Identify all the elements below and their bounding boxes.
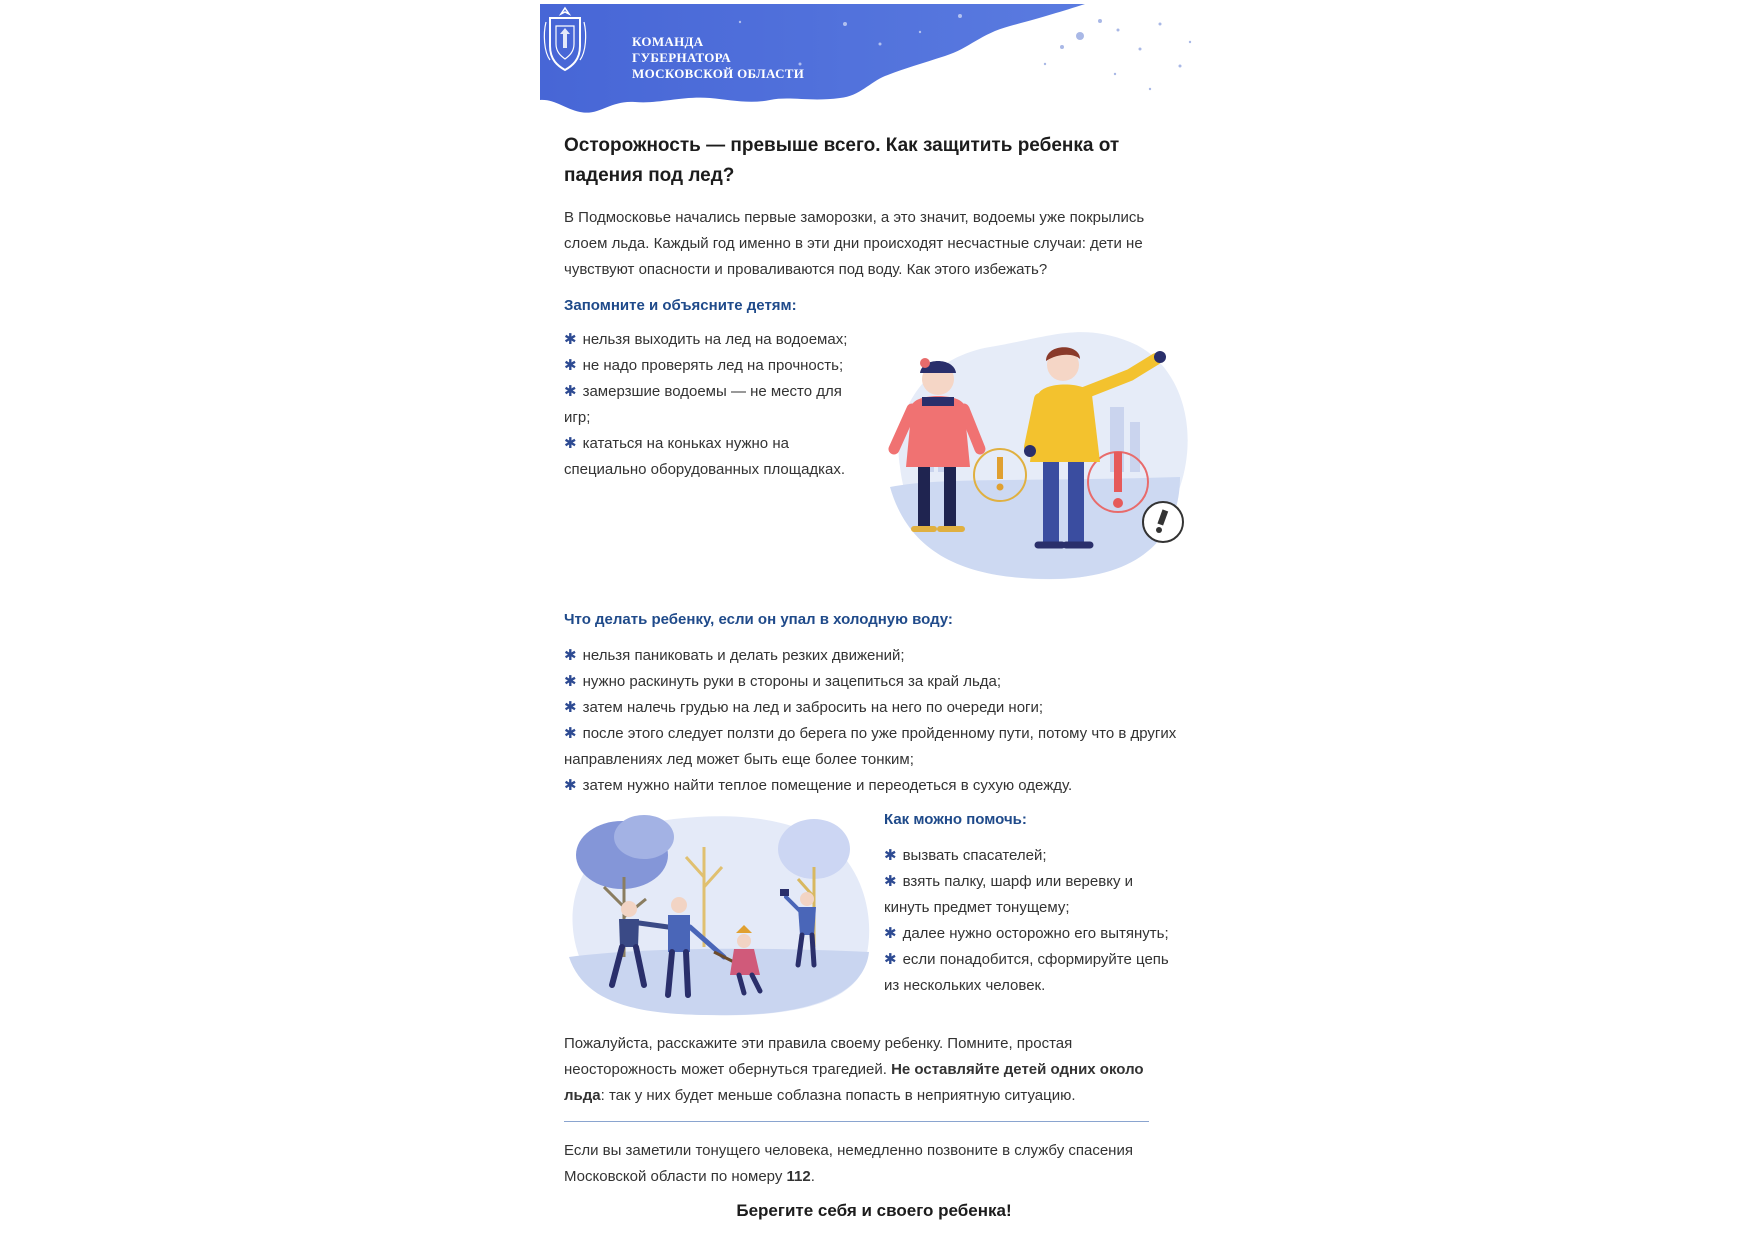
list-item xyxy=(564,669,1184,695)
list-item-text: далее нужно осторожно его вытянуть; xyxy=(902,925,1169,942)
newsletter-page xyxy=(540,4,1204,1234)
list-item xyxy=(884,869,1174,921)
closing-text-2: : так у них будет меньше соблазна попасть в неприятную ситуацию. xyxy=(600,1087,1076,1104)
skaters-warning-illustration xyxy=(880,317,1196,587)
list-item-text: нельзя выходить на лед на водоемах; xyxy=(582,331,848,348)
emergency-text: Если вы заметили тонущего человека, немедленно позвоните в службу спасения Московской области по номеру xyxy=(564,1142,1133,1185)
list-item xyxy=(564,695,1184,721)
bullet-icon: ✱ xyxy=(884,951,897,968)
fell-in-water-list xyxy=(564,643,1184,799)
list-item xyxy=(564,721,1184,773)
bullet-icon: ✱ xyxy=(564,435,577,452)
article-title: Осторожность — превыше всего. Как защитить ребенка от падения под лед? xyxy=(564,135,1120,186)
final-slogan: Берегите себя и своего ребенка! xyxy=(736,1201,1012,1220)
brand-line-3: МОСКОВСКОЙ ОБЛАСТИ xyxy=(632,66,805,81)
emergency-period: . xyxy=(810,1168,815,1185)
brand-line-1: КОМАНДА xyxy=(632,34,704,49)
intro-paragraph: В Подмосковье начались первые заморозки, а это значит, водоемы уже покрылись слоем льда. Каждый год именно в эти дни происходят несчастные случаи: дети не чувствуют опасности и проваливаются под воду. Как этого избежать? xyxy=(564,209,1145,278)
list-item-text: после этого следует ползти до берега по уже пройденному пути, потому что в других направлениях лед может быть еще более тонким; xyxy=(564,725,1177,768)
rescue-chain-illustration xyxy=(564,807,874,1019)
help-list xyxy=(884,807,1174,999)
bullet-icon: ✱ xyxy=(564,673,577,690)
list-item xyxy=(564,431,849,483)
section-title-fell-in-water: Что делать ребенку, если он упал в холодную воду: xyxy=(564,611,953,628)
section-title-remember: Запомните и объясните детям: xyxy=(564,297,797,314)
list-item xyxy=(564,773,1184,799)
list-item-text: не надо проверять лед на прочность; xyxy=(582,357,844,374)
closing-text-1: Пожалуйста, расскажите эти правила своему ребенку. Помните, простая неосторожность может обернуться трагедией. xyxy=(564,1035,1073,1078)
bullet-icon: ✱ xyxy=(564,383,577,400)
brand-name xyxy=(632,34,804,82)
brand-line-2: ГУБЕРНАТОРА xyxy=(632,50,731,65)
closing-paragraph xyxy=(564,1031,1184,1109)
list-item xyxy=(884,947,1174,999)
header-banner xyxy=(540,4,1204,122)
list-item-text: затем налечь грудью на лед и забросить на него по очереди ноги; xyxy=(582,699,1044,716)
list-item-text: нужно раскинуть руки в стороны и зацепиться за край льда; xyxy=(582,673,1002,690)
remember-section xyxy=(564,327,1184,607)
closing-bold-warning: Не оставляйте детей одних около льда xyxy=(564,1061,1144,1104)
list-item xyxy=(564,379,849,431)
help-items xyxy=(884,843,1174,999)
bullet-icon: ✱ xyxy=(564,725,577,742)
section-title-how-to-help: Как можно помочь: xyxy=(884,811,1027,828)
bullet-icon: ✱ xyxy=(564,647,577,664)
bullet-icon: ✱ xyxy=(564,357,577,374)
divider xyxy=(564,1121,1149,1122)
emergency-number: 112 xyxy=(786,1168,811,1185)
list-item xyxy=(884,843,1174,869)
list-item xyxy=(884,921,1174,947)
emergency-paragraph xyxy=(564,1138,1184,1190)
article-body xyxy=(564,131,1184,1224)
list-item-text: нельзя паниковать и делать резких движений; xyxy=(582,647,905,664)
bullet-icon: ✱ xyxy=(884,873,897,890)
list-item-text: взять палку, шарф или веревку и кинуть предмет тонущему; xyxy=(884,873,1133,916)
bullet-icon: ✱ xyxy=(884,925,897,942)
list-item-text: если понадобится, сформируйте цепь из нескольких человек. xyxy=(884,951,1169,994)
list-item xyxy=(564,643,1184,669)
list-item-text: замерзшие водоемы — не место для игр; xyxy=(564,383,842,426)
coat-of-arms-icon xyxy=(540,4,590,74)
bullet-icon: ✱ xyxy=(564,699,577,716)
list-item-text: вызвать спасателей; xyxy=(902,847,1047,864)
list-item xyxy=(564,327,849,353)
bullet-icon: ✱ xyxy=(884,847,897,864)
bullet-icon: ✱ xyxy=(564,331,577,348)
list-item xyxy=(564,353,849,379)
remember-list xyxy=(564,327,849,483)
help-section xyxy=(564,807,1184,1029)
list-item-text: кататься на коньках нужно на специально оборудованных площадках. xyxy=(564,435,846,478)
list-item-text: затем нужно найти теплое помещение и переодеться в сухую одежду. xyxy=(582,777,1073,794)
bullet-icon: ✱ xyxy=(564,777,577,794)
